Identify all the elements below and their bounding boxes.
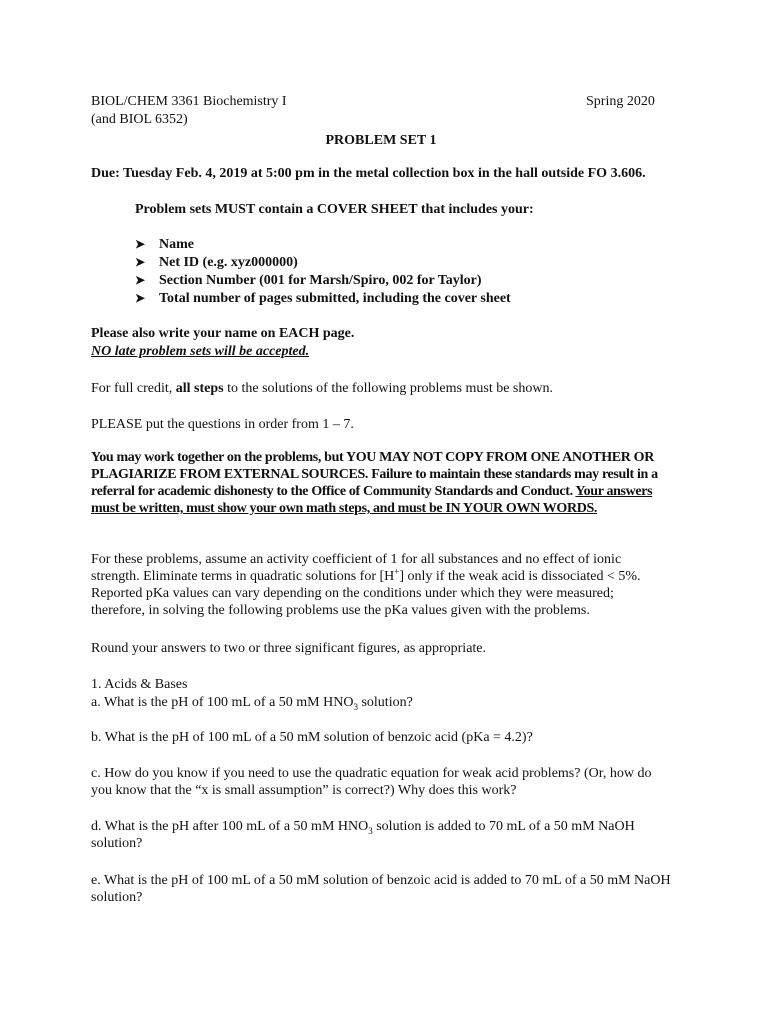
late-note: NO late problem sets will be accepted. xyxy=(91,344,310,359)
problem-set-title: PROBLEM SET 1 xyxy=(325,133,437,148)
assumptions-paragraph: For these problems, assume an activity coefficient of 1 for all substances and no effect of ionic strength. Eliminate terms in quadratic solutions for [H+] only if the weak acid is dissociated < 5%. Reported pKa values can vary depending on the conditions under which they were measured; therefore, in solving the following problems use the pKa values given with the problems. xyxy=(91,552,641,618)
arrowhead-bullet-icon: ➤ xyxy=(135,237,146,251)
cover-sheet-list xyxy=(135,236,655,308)
question-c: c. How do you know if you need to use the quadratic equation for weak acid problems? (Or, how do you know that the “x is small assumption” is correct?) Why does this work? xyxy=(91,766,652,798)
question-d: d. What is the pH after 100 mL of a 50 mM $HNO_3$ solution is added to 70 mL of a 50 mM NaOH solution? xyxy=(91,819,635,851)
term: Spring 2020 xyxy=(586,94,655,109)
list-item: ➤ Net ID (e.g. xyz000000) xyxy=(135,255,298,270)
list-item: ➤ Total number of pages submitted, including the cover sheet xyxy=(135,291,511,306)
order-note: PLEASE put the questions in order from 1 – 7. xyxy=(91,417,354,432)
arrowhead-bullet-icon: ➤ xyxy=(135,273,146,287)
question-e: e. What is the pH of 100 mL of a 50 mM solution of benzoic acid is added to 70 mL of a 50 mM NaOH solution? xyxy=(91,873,671,905)
credit-note: For full credit, all steps to the solutions of the following problems must be shown. xyxy=(91,381,553,396)
course-title: BIOL/CHEM 3361 Biochemistry I xyxy=(91,94,287,109)
arrowhead-bullet-icon: ➤ xyxy=(135,291,146,305)
cover-sheet-intro: Problem sets MUST contain a COVER SHEET that includes your: xyxy=(135,202,534,217)
name-note: Please also write your name on EACH page. xyxy=(91,326,355,341)
rounding-note: Round your answers to two or three significant figures, as appropriate. xyxy=(91,641,487,656)
list-item: ➤ Name xyxy=(135,237,194,252)
arrowhead-bullet-icon: ➤ xyxy=(135,255,146,269)
integrity-statement: You may work together on the problems, but YOU MAY NOT COPY FROM ONE ANOTHER OR PLAGIARIZE FROM EXTERNAL SOURCES. Failure to maintain these standards may result in a referral for academic dishonesty to the Office of Community Standards and Conduct. Your answers must be written, must show your own math steps, and must be IN YOUR OWN WORDS. xyxy=(91,450,658,516)
course-alt: (and BIOL 6352) xyxy=(91,112,188,127)
section-title: 1. Acids & Bases xyxy=(91,677,188,692)
question-b: b. What is the pH of 100 mL of a 50 mM solution of benzoic acid (pKa = 4.2)? xyxy=(91,730,533,745)
question-a: a. What is the pH of 100 mL of a 50 mM $HNO_3$ solution? xyxy=(91,695,413,712)
due-statement: Due: Tuesday Feb. 4, 2019 at 5:00 pm in the metal collection box in the hall outside FO 3.606. xyxy=(91,166,646,181)
list-item: ➤ Section Number (001 for Marsh/Spiro, 002 for Taylor) xyxy=(135,273,482,288)
own-words-requirement: Your answers must be written, must show your own math steps, and must be IN YOUR OWN WORDS. xyxy=(91,484,653,516)
